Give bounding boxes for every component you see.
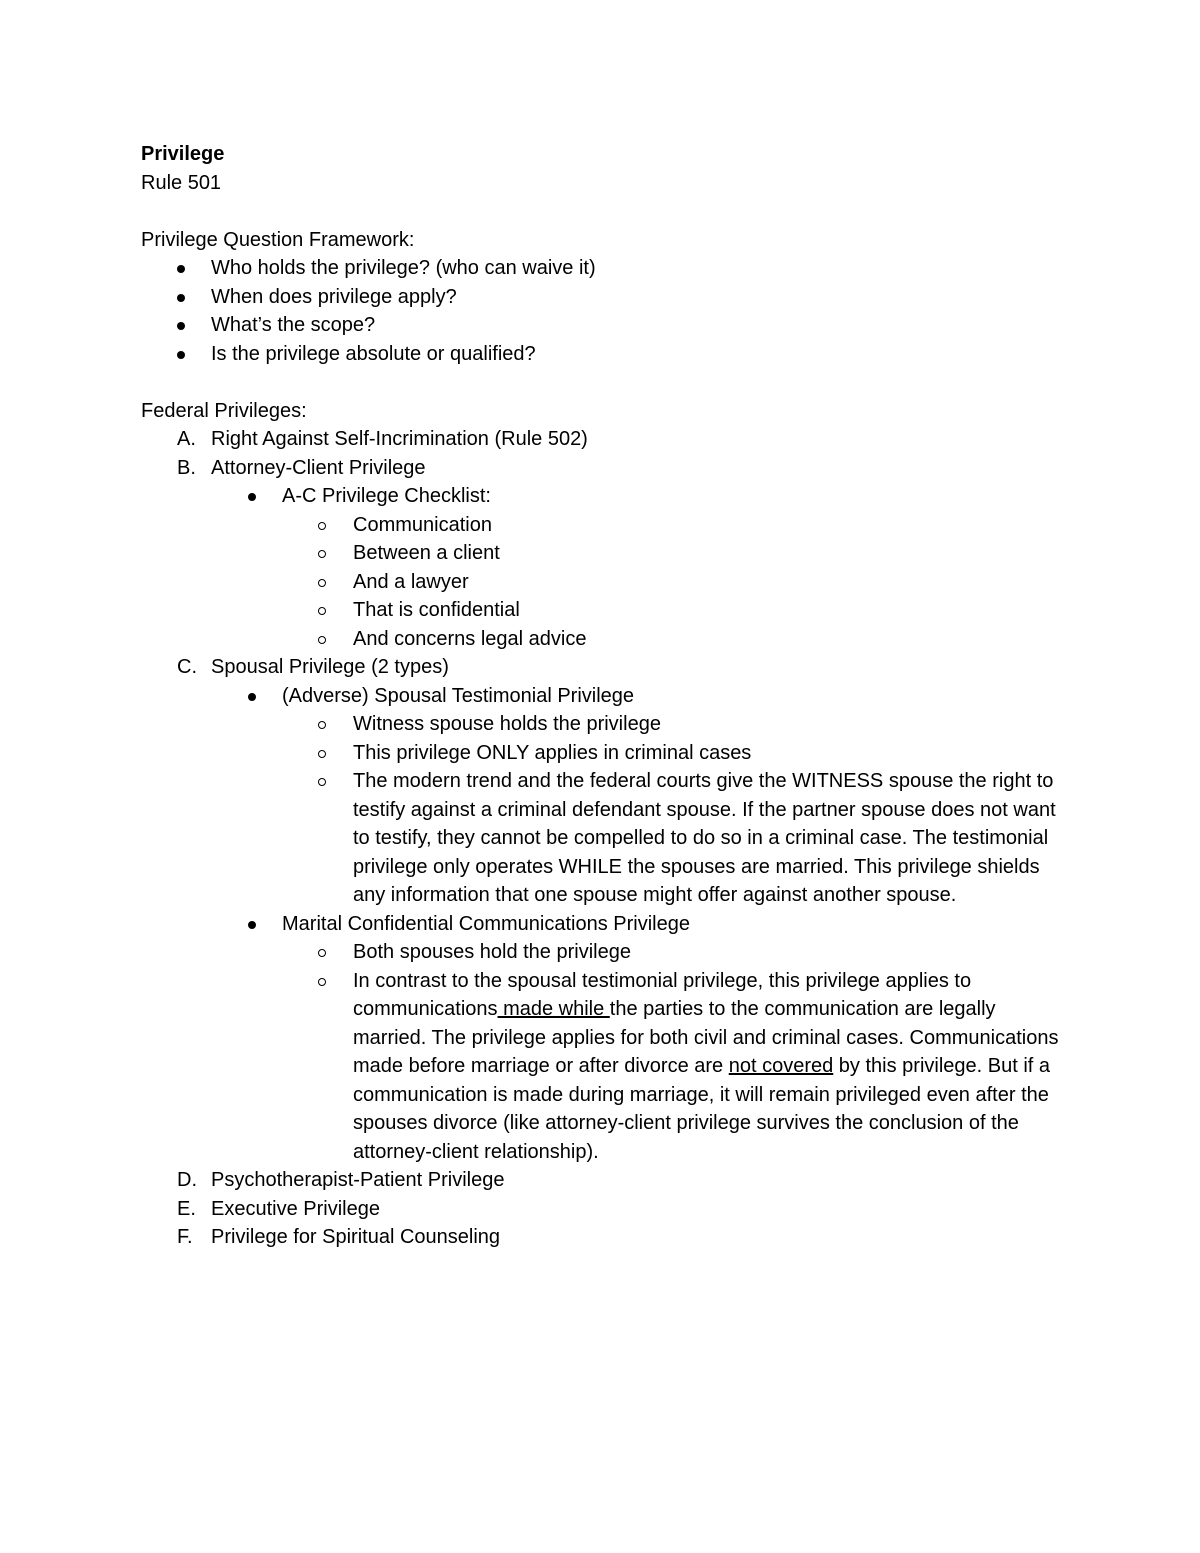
list-item: And concerns legal advice: [141, 625, 1071, 654]
list-item: When does privilege apply?: [141, 283, 1071, 312]
list-item: [141, 767, 1071, 910]
list-item: Who holds the privilege? (who can waive it): [141, 254, 1071, 283]
doc-title: Privilege: [141, 143, 225, 165]
underlined-text: not covered: [728, 1055, 834, 1077]
circle-bullet-icon: [318, 550, 326, 558]
list-item: [141, 967, 1071, 1167]
circle-bullet-icon: [318, 778, 326, 786]
document-page: [141, 140, 1071, 1252]
federal-item-b: B. Attorney-Client Privilege: [141, 454, 1071, 483]
circle-bullet-icon: [318, 949, 326, 957]
list-item: Marital Confidential Communications Privilege: [141, 910, 1071, 939]
circle-bullet-icon: [318, 636, 326, 644]
list-marker: B.: [177, 456, 196, 479]
list-item: (Adverse) Spousal Testimonial Privilege: [141, 682, 1071, 711]
federal-item-d: D. Psychotherapist-Patient Privilege: [141, 1166, 1071, 1195]
spacer: [141, 197, 1071, 226]
bullet-icon: [248, 693, 256, 701]
bullet-icon: [177, 351, 185, 359]
testimonial-paragraph: The modern trend and the federal courts give the WITNESS spouse the right to testify against a criminal defendant spouse. If the partner spouse does not want to testify, they cannot be compelled to do so in a criminal case. The testimonial privilege only operates WHILE the spouses are married. This privilege shields any information that one spouse might offer against another spouse.: [353, 770, 1056, 906]
list-item: And a lawyer: [141, 568, 1071, 597]
bullet-icon: [248, 493, 256, 501]
bullet-icon: [248, 921, 256, 929]
list-item: Communication: [141, 511, 1071, 540]
list-item: Witness spouse holds the privilege: [141, 710, 1071, 739]
list-item: What’s the scope?: [141, 311, 1071, 340]
circle-bullet-icon: [318, 607, 326, 615]
federal-item-e: E. Executive Privilege: [141, 1195, 1071, 1224]
list-marker: C.: [177, 656, 197, 678]
list-item: A-C Privilege Checklist:: [141, 482, 1071, 511]
circle-bullet-icon: [318, 978, 326, 986]
circle-bullet-icon: [318, 579, 326, 587]
federal-item-a: A. Right Against Self-Incrimination (Rule 502): [141, 425, 1071, 454]
list-marker: A.: [177, 428, 196, 450]
list-marker: F.: [177, 1226, 193, 1248]
circle-bullet-icon: [318, 750, 326, 758]
circle-bullet-icon: [318, 721, 326, 729]
list-marker: E.: [177, 1197, 196, 1220]
rule-number: Rule 501: [141, 171, 222, 194]
federal-item-c: C. Spousal Privilege (2 types): [141, 653, 1071, 682]
list-item: That is confidential: [141, 596, 1071, 625]
framework-heading: Privilege Question Framework:: [141, 228, 415, 251]
bullet-icon: [177, 265, 185, 273]
bullet-icon: [177, 294, 185, 302]
spacer: [141, 368, 1071, 397]
federal-heading: Federal Privileges:: [141, 399, 307, 422]
federal-item-f: F. Privilege for Spiritual Counseling: [141, 1223, 1071, 1252]
list-marker: D.: [177, 1169, 197, 1191]
list-item: Between a client: [141, 539, 1071, 568]
circle-bullet-icon: [318, 522, 326, 530]
underlined-text: made while: [497, 998, 610, 1020]
list-item: Both spouses hold the privilege: [141, 938, 1071, 967]
list-item: This privilege ONLY applies in criminal cases: [141, 739, 1071, 768]
list-item: Is the privilege absolute or qualified?: [141, 340, 1071, 369]
bullet-icon: [177, 322, 185, 330]
marital-paragraph: In contrast to the spousal testimonial privilege, this privilege applies to communications made while the parties to the communication are legally married. The privilege applies for both civil and criminal cases. Communications made before marriage or after divorce are not covered by this privilege. But if a communication is made during marriage, it will remain privileged even after the spouses divorce (like attorney-client privilege survives the conclusion of the attorney-client relationship).: [353, 969, 1059, 1163]
